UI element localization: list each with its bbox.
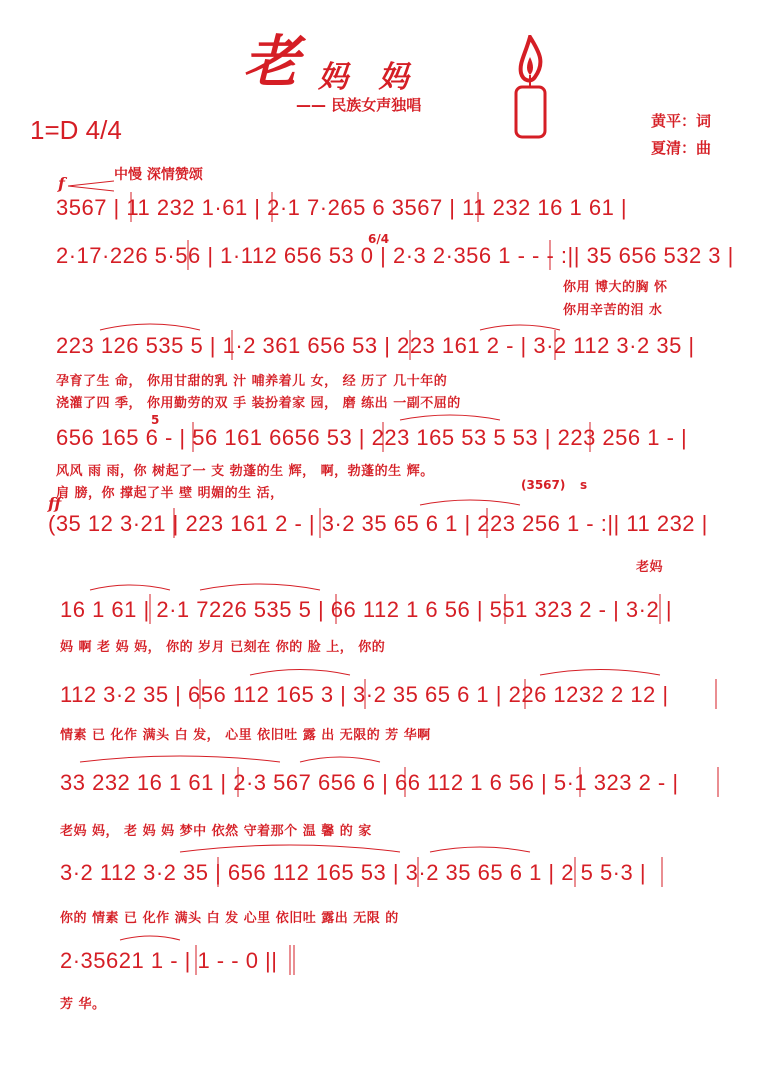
lyrics-line-3a: 孕育了生 命， 你用甘甜的乳 汁 哺养着儿 女， 经 历了 几十年的 xyxy=(56,374,448,389)
key-signature: 1=D 4/4 xyxy=(30,115,122,145)
lyrics-line-10: 芳 华。 xyxy=(60,997,106,1012)
segno-mark: s xyxy=(580,478,588,492)
score-line-4: 656 165 6 - | 56 161 6656 53 | 223 165 53 5 53 | 223 256 1 - | xyxy=(56,425,688,450)
score-line-10: 2·35621 1 - | 1 - - 0 || xyxy=(60,948,278,973)
subtitle: —— 民族女声独唱 xyxy=(296,96,422,114)
dynamic-ff: ff xyxy=(48,494,62,513)
score-line-1: 3567 | 11 232 1·61 | 2·1 7·265 6 3567 | 11 232 16 1 61 | xyxy=(56,195,628,220)
title-lao: 老 xyxy=(243,29,299,95)
score-line-3: 223 126 535 5 | 1·2 361 656 53 | 223 161 2 - | 3·2 112 3·2 35 | xyxy=(56,333,695,358)
bracket-note: (3567) xyxy=(521,478,566,492)
lyrics-line-8: 老妈 妈， 老 妈 妈 梦中 依然 守着那个 温 馨 的 家 xyxy=(60,824,372,839)
fingering-five: 5 xyxy=(151,413,160,427)
score-line-6: 16 1 61 | 2·1 7226 535 5 | 66 112 1 6 56 | 551 323 2 - | 3·2 | xyxy=(60,597,673,622)
lyrics-line-2b: 你用辛苦的泪 水 xyxy=(563,303,663,318)
tempo-marking: 中慢 深情赞颂 xyxy=(114,167,203,183)
lyrics-line-4b: 肩 膀，你 撑起了半 壁 明媚的生 活， xyxy=(56,486,284,501)
score-line-5: (35 12 3·21 | 223 161 2 - | 3·2 35 65 6 1 | 223 256 1 - :|| 11 232 | xyxy=(48,511,708,536)
title-rest: 妈 妈 xyxy=(318,60,419,95)
lyrics-line-2a: 你用 博大的胸 怀 xyxy=(563,280,668,295)
lyrics-line-7: 情素 已 化作 满头 白 发， 心里 依旧吐 露 出 无限的 芳 华啊 xyxy=(60,728,431,743)
lyrics-line-6: 妈 啊 老 妈 妈， 你的 岁月 已刻在 你的 脸 上， 你的 xyxy=(60,640,386,655)
score-line-9: 3·2 112 3·2 35 | 656 112 165 53 | 3·2 35 65 6 1 | 2 5 5·3 | xyxy=(60,860,647,885)
composer-credit: 夏清：曲 xyxy=(651,139,712,157)
dynamic-f: f xyxy=(58,174,65,193)
score-line-8: 33 232 16 1 61 | 2·3 567 656 6 | 66 112 1 6 56 | 5·1 323 2 - | xyxy=(60,770,679,795)
lyrics-line-3b: 浇灌了四 季， 你用勤劳的双 手 装扮着家 园， 磨 练出 一副不屈的 xyxy=(56,396,461,411)
time-change: 6/4 xyxy=(368,232,390,246)
lyrics-line-4a: 风风 雨 雨，你 树起了一 支 勃蓬的生 辉， 啊，勃蓬的生 辉。 xyxy=(56,464,434,479)
lyricist-credit: 黄平：词 xyxy=(651,112,712,130)
lyrics-line-9: 你的 情素 已 化作 满头 白 发 心里 依旧吐 露出 无限 的 xyxy=(60,911,399,926)
score-line-2: 2·17·226 5·56 | 1·112 656 53 0 | 2·3 2·356 1 - - - :|| 35 656 532 3 | xyxy=(56,243,734,268)
score-line-7: 112 3·2 35 | 656 112 165 3 | 3·2 35 65 6 1 | 226 1232 2 12 | xyxy=(60,682,669,707)
lyrics-line-5: 老妈 xyxy=(636,560,664,575)
